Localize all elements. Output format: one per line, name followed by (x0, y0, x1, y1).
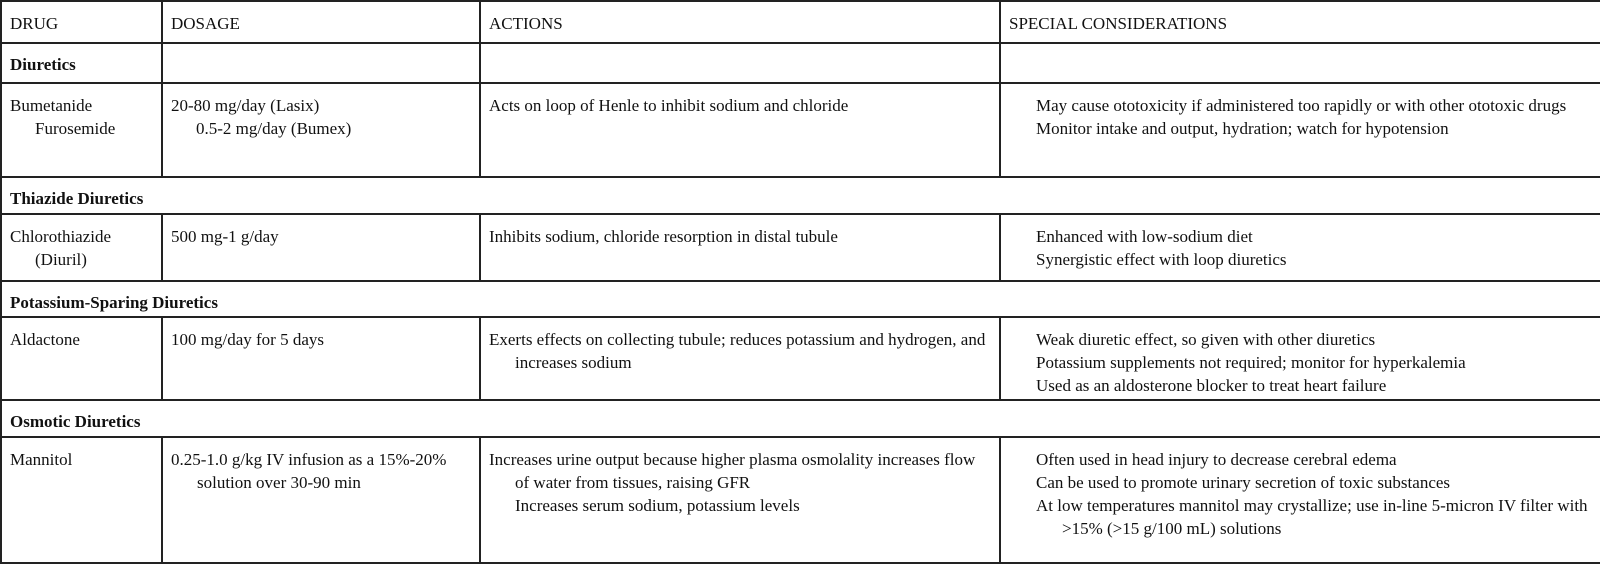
category-label: Diuretics (1, 43, 162, 83)
actions-cell: Increases urine output because higher plasma osmolality increases flow of water from tissues, raising GFR Increases serum sodium, potassium levels (480, 437, 1000, 563)
header-actions: ACTIONS (480, 1, 1000, 43)
actions-cell: Exerts effects on collecting tubule; reduces potassium and hydrogen, and increases sodium (480, 317, 1000, 400)
actions-cell: Inhibits sodium, chloride resorption in distal tubule (480, 214, 1000, 281)
actions-cell: Acts on loop of Henle to inhibit sodium and chloride (480, 83, 1000, 177)
header-considerations: SPECIAL CONSIDERATIONS (1000, 1, 1600, 43)
header-dosage: DOSAGE (162, 1, 480, 43)
category-label: Osmotic Diuretics (1, 400, 1600, 437)
drug-cell: Chlorothiazide (Diuril) (1, 214, 162, 281)
header-row (1, 1, 1600, 43)
dosage-cell: 100 mg/day for 5 days (162, 317, 480, 400)
header-drug: DRUG (1, 1, 162, 43)
drug-cell: Bumetanide Furosemide (1, 83, 162, 177)
category-label: Potassium-Sparing Diuretics (1, 281, 1600, 317)
table-row (1, 437, 1600, 563)
drug-cell: Aldactone (1, 317, 162, 400)
category-row (1, 177, 1600, 214)
category-row (1, 43, 1600, 83)
considerations-cell: Enhanced with low-sodium diet Synergistic effect with loop diuretics (1000, 214, 1600, 281)
dosage-cell: 0.25-1.0 g/kg IV infusion as a 15%-20% solution over 30-90 min (162, 437, 480, 563)
considerations-cell: May cause ototoxicity if administered too rapidly or with other ototoxic drugs Monitor intake and output, hydration; watch for hypotension (1000, 83, 1600, 177)
considerations-cell: Weak diuretic effect, so given with other diuretics Potassium supplements not required; monitor for hyperkalemia Used as an aldosterone blocker to treat heart failure (1000, 317, 1600, 400)
dosage-cell: 500 mg-1 g/day (162, 214, 480, 281)
table-row (1, 317, 1600, 400)
table-row (1, 214, 1600, 281)
category-row (1, 281, 1600, 317)
dosage-cell: 20-80 mg/day (Lasix) 0.5-2 mg/day (Bumex) (162, 83, 480, 177)
category-row (1, 400, 1600, 437)
considerations-cell: Often used in head injury to decrease cerebral edema Can be used to promote urinary secretion of toxic substances At low temperatures mannitol may crystallize; use in-line 5-micron IV filter with >15% (>15 g/100 mL) solutions (1000, 437, 1600, 563)
drug-cell: Mannitol (1, 437, 162, 563)
table-row (1, 83, 1600, 177)
category-label: Thiazide Diuretics (1, 177, 1600, 214)
